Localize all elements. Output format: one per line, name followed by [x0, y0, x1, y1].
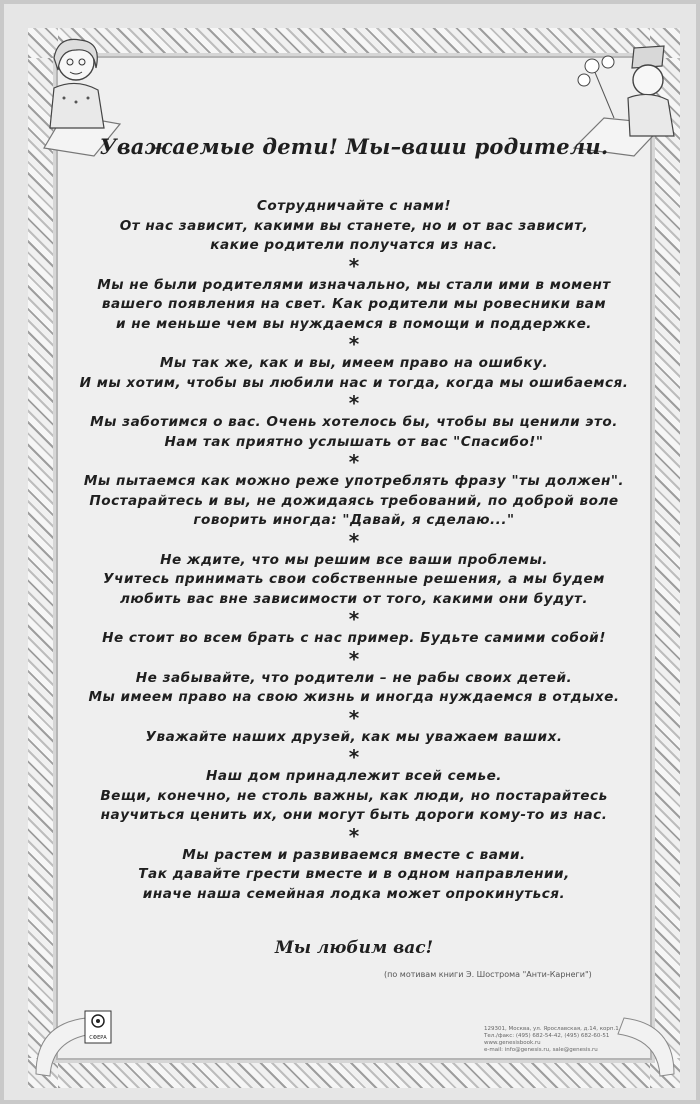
- separator-star: *: [348, 607, 360, 631]
- paragraph-line: Постарайтесь и вы, не дожидаясь требований, по доброй воле: [89, 492, 619, 509]
- address-line: www.genesisbook.ru: [484, 1040, 541, 1046]
- paragraph-line: Мы растем и развиваемся вместе с вами.: [182, 846, 526, 863]
- paragraph-line: Мы так же, как и вы, имеем право на ошибку.: [159, 355, 549, 371]
- paragraph-line: вашего появления на свет. Как родители мы ровесники вам: [101, 296, 607, 312]
- paragraph: [64, 767, 644, 826]
- separator-star: *: [348, 450, 360, 474]
- paragraph: [64, 629, 644, 649]
- source-credit: (по мотивам книги Э. Шострома "Анти-Карнеги"): [384, 970, 592, 979]
- publisher-address: [484, 1026, 674, 1054]
- paragraph-line: какие родители получатся из нас.: [210, 237, 498, 253]
- poster-title: Уважаемые дети! Мы–ваши родители.: [99, 134, 609, 159]
- message-body: [64, 197, 644, 904]
- publisher-logo-text: СФЕРА: [89, 1035, 107, 1041]
- paragraph: [64, 472, 644, 531]
- separator-star: *: [348, 391, 360, 415]
- paragraph-line: От нас зависит, какими вы станете, но и от вас зависит,: [119, 217, 589, 234]
- separator-star: *: [348, 823, 360, 848]
- separator-star: *: [348, 253, 360, 278]
- publisher-logo-icon: [84, 1010, 112, 1044]
- separator-star: *: [348, 646, 360, 671]
- paragraph: [64, 551, 644, 610]
- paragraph-line: Так давайте грести вместе и в одном направлении,: [138, 866, 570, 882]
- paragraph-line: И мы хотим, чтобы вы любили нас и тогда, когда мы ошибаемся.: [79, 374, 629, 391]
- paragraph-line: Мы имеем право на свою жизнь и иногда нуждаемся в отдыхе.: [88, 689, 620, 705]
- paragraph: [64, 354, 644, 393]
- paragraph-line: Мы не были родителями изначально, мы стали ими в момент: [97, 276, 611, 293]
- paragraph-line: иначе наша семейная лодка может опрокинуться.: [142, 885, 566, 902]
- paragraph: [64, 413, 644, 452]
- separator-star: *: [348, 528, 360, 553]
- address-line: 129301, Москва, ул. Ярославская, д.14, корп.1: [484, 1026, 619, 1032]
- paragraph-line: Уважайте наших друзей, как мы уважаем ваших.: [145, 728, 563, 745]
- paragraph: [64, 669, 644, 708]
- paragraph-line: Нам так приятно услышать от вас "Спасибо!": [164, 433, 544, 450]
- paragraph: [64, 846, 644, 905]
- paragraph-line: и не меньше чем вы нуждаемся в помощи и поддержке.: [116, 315, 592, 332]
- separator-star: *: [348, 332, 360, 356]
- poster-content: [64, 74, 644, 1054]
- paragraph-line: Мы заботимся о вас. Очень хотелось бы, чтобы вы ценили это.: [90, 414, 618, 430]
- paragraph-line: Вещи, конечно, не столь важны, как люди, но постарайтесь: [100, 787, 608, 804]
- paragraph-line: Наш дом принадлежит всей семье.: [206, 768, 502, 784]
- paragraph-line: Не стоит во всем брать с нас пример. Будьте самими собой!: [102, 630, 606, 646]
- paragraph-line: говорить иногда: "Давай, я сделаю...": [193, 512, 515, 528]
- paragraph-line: Учитесь принимать свои собственные решения, а мы будем: [103, 571, 605, 587]
- paragraph: [64, 197, 644, 256]
- paragraph-line: Не забывайте, что родители – не рабы своих детей.: [135, 669, 573, 686]
- paragraph-line: научиться ценить их, они могут быть дороги кому-то из нас.: [100, 807, 608, 823]
- paragraph-line: Сотрудничайте с нами!: [256, 198, 452, 214]
- separator-star: *: [348, 705, 360, 730]
- paragraph-line: Не ждите, что мы решим все ваши проблемы.: [160, 551, 548, 568]
- paragraph-line: Мы пытаемся как можно реже употреблять фразу "ты должен".: [83, 473, 625, 489]
- address-line: e-mail: info@genesis.ru, sale@genesis.ru: [484, 1047, 598, 1053]
- closing-line: Мы любим вас!: [274, 938, 434, 958]
- separator-star: *: [348, 745, 360, 769]
- address-line: Тел./факс: (495) 682-54-42, (495) 682-60-51: [484, 1033, 610, 1039]
- poster: [4, 4, 696, 1100]
- paragraph-line: любить вас вне зависимости от того, какими они будут.: [119, 590, 589, 607]
- paragraph: [64, 276, 644, 335]
